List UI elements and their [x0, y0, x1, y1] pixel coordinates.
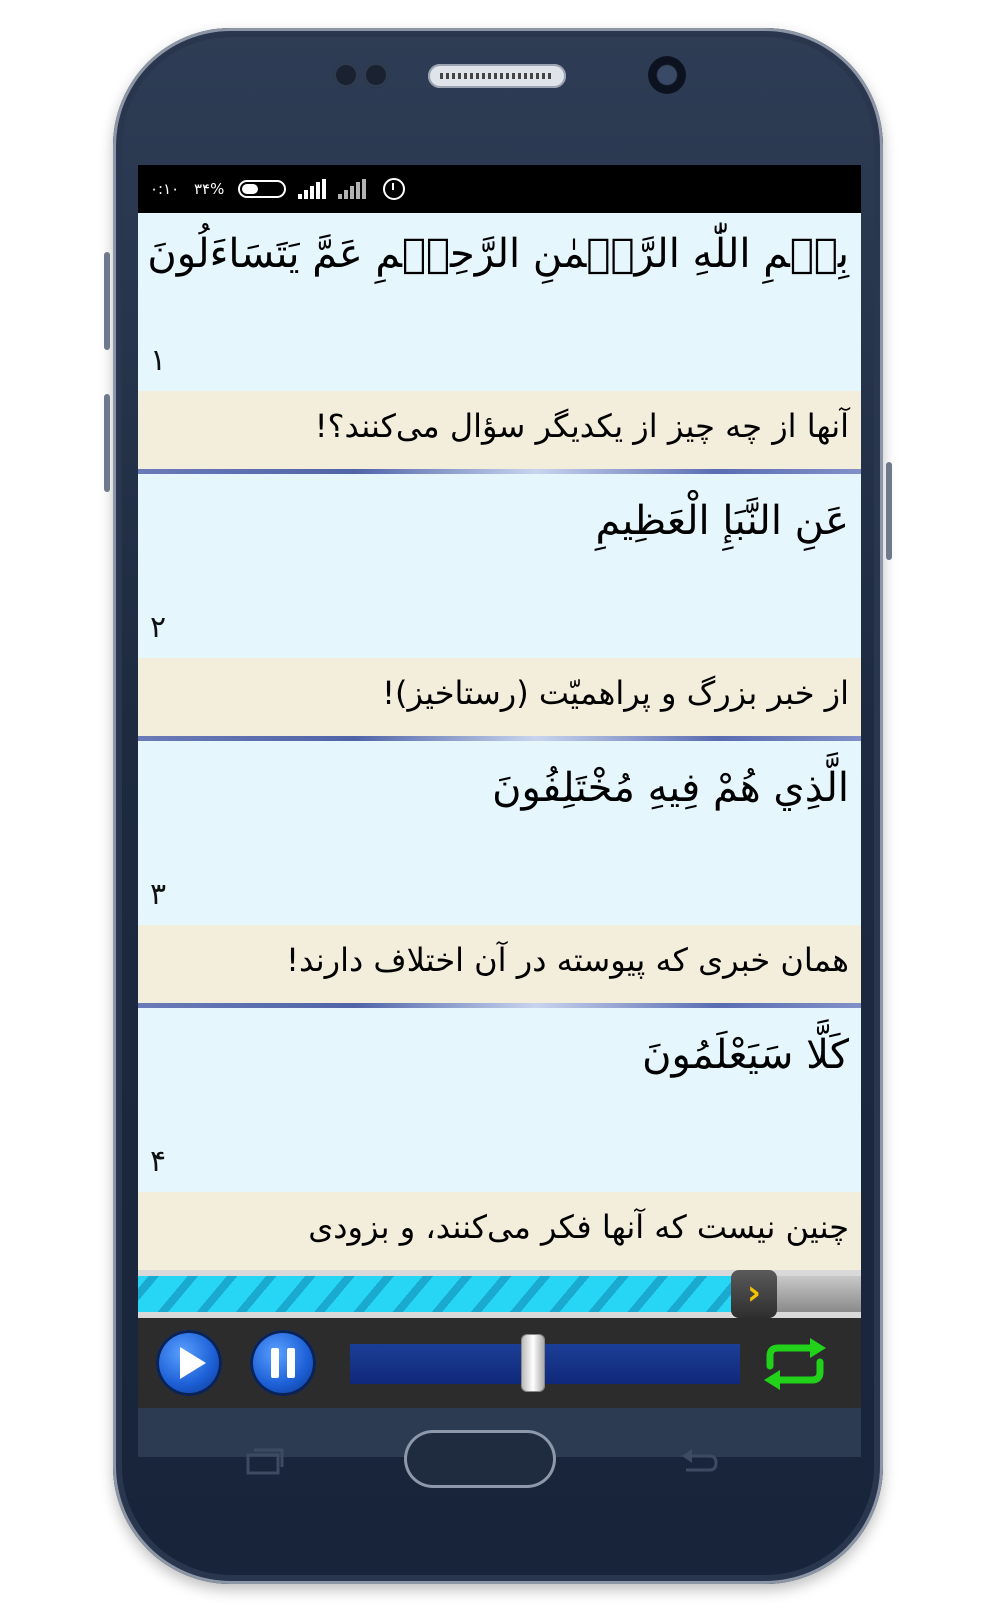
status-bar — [138, 165, 861, 213]
home-button[interactable] — [404, 1430, 556, 1488]
play-icon — [180, 1347, 206, 1379]
verse-translation: چنین نیست که آنها فکر می‌کنند، و بزودی — [138, 1192, 861, 1270]
power-button — [886, 462, 892, 560]
alarm-icon — [383, 178, 405, 200]
verse-arabic-text: عَنِ النَّبَإِ الْعَظِيمِ — [595, 498, 849, 544]
app-screen — [138, 165, 861, 1457]
verse-number: ۲ — [150, 610, 167, 645]
verse-number: ۳ — [150, 877, 167, 912]
battery-icon — [238, 180, 286, 198]
verse-number: ۱ — [150, 343, 167, 378]
pause-button[interactable] — [250, 1330, 316, 1396]
scroll-progress-fill — [138, 1276, 745, 1312]
back-icon[interactable] — [678, 1446, 720, 1476]
seek-thumb[interactable] — [522, 1335, 544, 1391]
verse-arabic-text: بِسۡمِ اللّٰهِ الرَّحۡمٰنِ الرَّحِيۡمِ عَمَّ يَتَسَاءَلُونَ — [147, 231, 849, 277]
sensor-icon — [363, 62, 389, 88]
pause-icon — [271, 1348, 279, 1378]
verse-item[interactable] — [138, 1014, 861, 1281]
verse-item[interactable] — [138, 747, 861, 1014]
verse-arabic-text: كَلَّا سَيَعْلَمُونَ — [642, 1032, 849, 1078]
seek-bar[interactable] — [350, 1344, 740, 1384]
recent-apps-icon[interactable] — [246, 1447, 284, 1475]
battery-percent: ۳۴% — [194, 180, 225, 198]
earpiece-speaker — [428, 64, 566, 88]
verse-translation: آنها از چه چیز از یکدیگر سؤال می‌کنند؟! — [138, 391, 861, 469]
repeat-icon[interactable] — [760, 1336, 830, 1392]
signal-icon — [338, 179, 368, 199]
verse-translation: همان خبری که پیوسته در آن اختلاف دارند! — [138, 925, 861, 1003]
verse-arabic-text: الَّذِي هُمْ فِيهِ مُخْتَلِفُونَ — [492, 765, 849, 811]
verse-divider — [138, 1003, 861, 1008]
verse-number: ۴ — [150, 1144, 167, 1179]
pause-icon — [287, 1348, 295, 1378]
volume-up-button — [104, 252, 110, 350]
audio-player — [138, 1318, 861, 1408]
verse-divider — [138, 469, 861, 474]
status-time: ۰:۱۰ — [150, 180, 180, 198]
scroll-progress-bar[interactable] — [138, 1270, 861, 1318]
verse-divider — [138, 736, 861, 741]
play-button[interactable] — [156, 1330, 222, 1396]
verse-translation: از خبر بزرگ و پراهمیّت (رستاخیز)! — [138, 658, 861, 736]
chevron-right-icon[interactable]: › — [731, 1270, 777, 1318]
verse-list[interactable] — [138, 213, 861, 1270]
signal-icon — [298, 179, 328, 199]
verse-item[interactable] — [138, 480, 861, 747]
sensor-icon — [333, 62, 359, 88]
verse-item[interactable] — [138, 213, 861, 480]
volume-down-button — [104, 394, 110, 492]
front-camera-icon — [648, 56, 686, 94]
